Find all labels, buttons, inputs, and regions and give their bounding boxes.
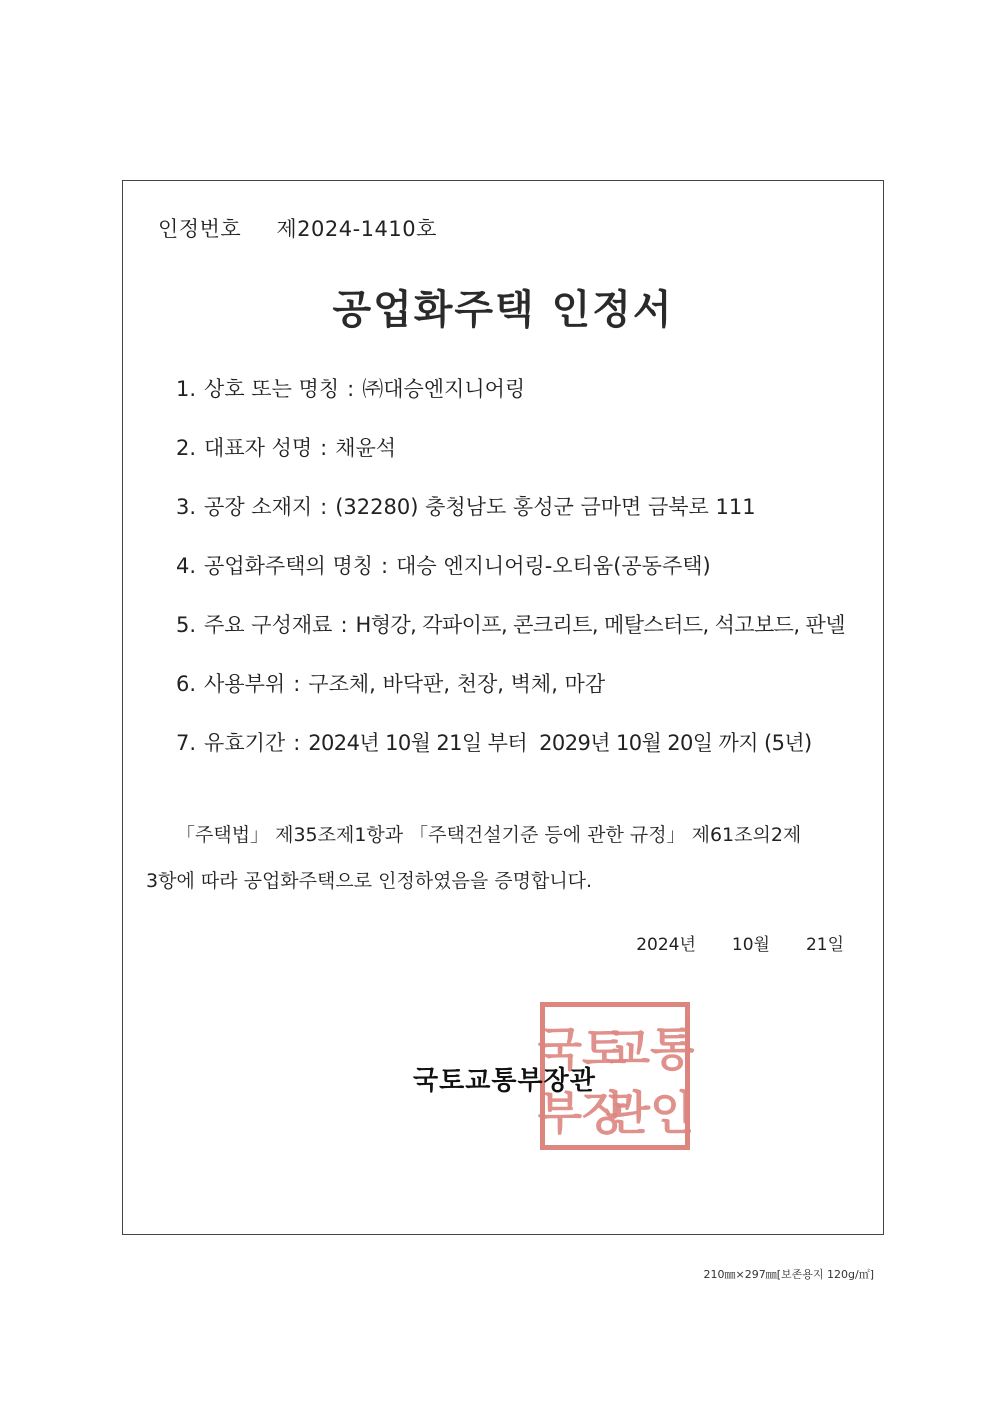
item-separator: : [340, 613, 348, 637]
item-value: 구조체, 바닥판, 천장, 벽체, 마감 [308, 672, 606, 696]
item-number: 3. [176, 495, 197, 519]
item-number: 7. [176, 731, 197, 755]
item-number: 1. [176, 377, 197, 401]
item-factory-address [176, 490, 884, 549]
item-number: 2. [176, 436, 197, 460]
certificate-number-label: 인정번호 [158, 217, 242, 241]
item-label: 주요 구성재료 [204, 613, 333, 637]
item-label: 유효기간 [204, 731, 286, 755]
item-number: 4. [176, 554, 197, 578]
issue-date [636, 930, 844, 955]
item-label: 상호 또는 명칭 [204, 377, 340, 401]
item-label: 공업화주택의 명칭 [204, 554, 374, 578]
paper-spec: 210㎜×297㎜[보존용지 120g/㎡] [703, 1268, 874, 1281]
svg-text:관인: 관인 [605, 1086, 695, 1140]
item-separator: : [347, 377, 355, 401]
svg-text:국토: 국토 [537, 1022, 627, 1076]
statement-line-2: 3항에 따라 공업화주택으로 인정하였음을 증명합니다. [146, 870, 593, 892]
item-value: (32280) 충청남도 홍성군 금마면 금북로 111 [335, 495, 756, 519]
certificate-title: 공업화주택 인정서 [332, 287, 674, 333]
issuer-name: 국토교통부장관 [413, 1066, 596, 1096]
item-separator: : [320, 436, 328, 460]
item-value: 채윤석 [335, 436, 397, 460]
item-number: 5. [176, 613, 197, 637]
item-label: 대표자 성명 [204, 436, 313, 460]
item-label: 사용부위 [204, 672, 286, 696]
item-number: 6. [176, 672, 197, 696]
svg-text:교통: 교통 [605, 1022, 695, 1076]
issue-date-year: 2024년 [636, 935, 696, 955]
item-usage-parts [176, 667, 884, 726]
item-value: H형강, 각파이프, 콘크리트, 메탈스터드, 석고보드, 판넬 [355, 613, 845, 637]
item-separator: : [293, 672, 301, 696]
item-value: 2024년 10월 21일 부터 2029년 10월 20일 까지 (5년) [308, 731, 812, 755]
item-separator: : [320, 495, 328, 519]
item-value: ㈜대승엔지니어링 [362, 377, 526, 401]
item-validity-period [176, 726, 884, 785]
issue-date-day: 21일 [805, 935, 844, 955]
certificate-number-value: 제2024-1410호 [276, 217, 437, 241]
issue-date-month: 10월 [731, 935, 770, 955]
item-label: 공장 소재지 [204, 495, 313, 519]
certificate-number [158, 213, 437, 243]
item-housing-name [176, 549, 884, 608]
item-materials [176, 608, 884, 667]
item-separator: : [381, 554, 389, 578]
item-representative [176, 431, 884, 490]
item-company-name [176, 372, 884, 431]
item-value: 대승 엔지니어링-오티움(공동주택) [396, 554, 711, 578]
certification-statement [146, 812, 866, 904]
statement-line-1: 「주택법」 제35조제1항과 「주택건설기준 등에 관한 규정」 제61조의2제 [176, 824, 802, 846]
svg-text:부장: 부장 [537, 1086, 627, 1140]
item-separator: : [293, 731, 301, 755]
certificate-items [176, 372, 884, 785]
